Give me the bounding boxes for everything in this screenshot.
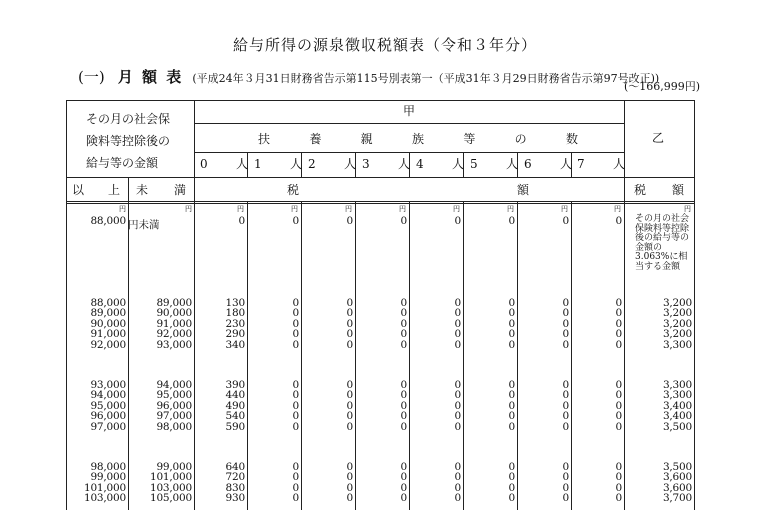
header-miman: 未 満	[136, 183, 186, 197]
cell-kou-1: 0	[292, 389, 299, 402]
cell-kou-6: 0	[562, 317, 569, 330]
cell-kou-4: 0	[454, 460, 461, 473]
cell-kou-2: 0	[346, 410, 353, 423]
cell-kou-2: 0	[346, 481, 353, 494]
cell-kou-5: 0	[508, 410, 515, 423]
cell-kou-3: 0	[400, 481, 407, 494]
cell-otsu: 3,500	[662, 420, 692, 433]
cell-kou-6: 0	[562, 307, 569, 320]
cell-kou-7: 0	[615, 338, 622, 351]
cell-kou-4: 0	[454, 410, 461, 423]
cell-kou-0: 340	[225, 338, 245, 351]
cell-kou-2: 0	[346, 307, 353, 320]
cell-kou-3: 0	[400, 378, 407, 391]
cell-kou-1: 0	[292, 481, 299, 494]
cell-kou-7: 0	[615, 481, 622, 494]
cell-kou-5: 0	[508, 399, 515, 412]
cell-kou-1: 0	[292, 338, 299, 351]
cell-kou-7: 0	[615, 317, 622, 330]
cell-kou-5: 0	[508, 389, 515, 402]
cell-kou-7: 0	[615, 410, 622, 423]
cell-kou-7: 0	[615, 399, 622, 412]
cell-to: 92,000	[156, 328, 192, 341]
cell-kou-7: 0	[615, 492, 622, 505]
cell-kou-4: 0	[454, 420, 461, 433]
cell-kou-5: 0	[508, 378, 515, 391]
cell-kou-6: 0	[562, 389, 569, 402]
header-gaku: 額	[517, 183, 530, 197]
cell-kou-2: 0	[346, 460, 353, 473]
cell-kou-4: 0	[454, 389, 461, 402]
cell-kou-3: 0	[400, 328, 407, 341]
cell-from: 101,000	[83, 481, 126, 494]
cell-kou-1: 0	[292, 378, 299, 391]
cell-kou-4: 0	[454, 328, 461, 341]
cell-kou-4: 0	[454, 338, 461, 351]
cell-to: 89,000	[156, 296, 192, 309]
person-col-1: 1 人	[254, 157, 302, 171]
cell-kou-4: 0	[454, 399, 461, 412]
cell-from: 99,000	[90, 471, 126, 484]
document-title: 給与所得の源泉徴収税額表（令和３年分）	[232, 36, 537, 54]
cell-to: 98,000	[156, 420, 192, 433]
cell-to: 99,000	[156, 460, 192, 473]
cell-kou-5: 0	[508, 420, 515, 433]
person-col-3: 3 人	[362, 157, 410, 171]
cell-to: 96,000	[156, 399, 192, 412]
cell-kou-2: 0	[346, 317, 353, 330]
section-number: (一)	[78, 68, 105, 86]
cell-kou-2: 0	[346, 389, 353, 402]
cell-kou-6: 0	[562, 378, 569, 391]
cell-kou-6: 0	[562, 410, 569, 423]
cell-kou-7: 0	[615, 460, 622, 473]
cell-to: 105,000	[149, 492, 192, 505]
cell-kou-1: 0	[292, 317, 299, 330]
cell-kou-5: 0	[508, 317, 515, 330]
cell-kou-3: 0	[400, 410, 407, 423]
cell-kou-7: 0	[615, 471, 622, 484]
cell-kou-6: 0	[562, 296, 569, 309]
cell-from: 95,000	[90, 399, 126, 412]
cell-kou-0: 130	[225, 296, 245, 309]
cell-to: 101,000	[149, 471, 192, 484]
cell-from: 103,000	[83, 492, 126, 505]
cell-to: 93,000	[156, 338, 192, 351]
cell-kou-6: 0	[562, 420, 569, 433]
cell-from: 88,000	[90, 296, 126, 309]
header-dependents-count: 扶 養 親 族 等 の 数	[258, 132, 578, 146]
cell-otsu: 3,200	[662, 328, 692, 341]
person-col-7: 7 人	[577, 157, 625, 171]
section-range: (～166,999円)	[624, 80, 701, 93]
cell-kou-3: 0	[400, 492, 407, 505]
cell-kou-1: 0	[292, 410, 299, 423]
cell-kou-7: 0	[615, 378, 622, 391]
header-otsu-tax: 税 額	[634, 183, 684, 197]
cell-kou-2: 0	[346, 378, 353, 391]
cell-kou-7: 0	[615, 389, 622, 402]
cell-kou-0: 180	[225, 307, 245, 320]
cell-to: 90,000	[156, 307, 192, 320]
cell-kou-1: 0	[292, 296, 299, 309]
cell-from: 91,000	[90, 328, 126, 341]
cell-from: 89,000	[90, 307, 126, 320]
cell-kou-3: 0	[400, 307, 407, 320]
cell-kou-3: 0	[400, 471, 407, 484]
otsu-note: その月の社会保険料等控除後の給与等の金額の3.063%に相当する金額	[635, 214, 690, 272]
header-otsu: 乙	[652, 131, 665, 145]
cell-kou-3: 0	[400, 317, 407, 330]
cell-kou-0: 390	[225, 378, 245, 391]
cell-kou-0: 230	[225, 317, 245, 330]
header-salary-label: その月の社会保 険料等控除後の 給与等の金額	[86, 112, 171, 170]
cell-otsu: 3,600	[662, 471, 692, 484]
cell-to: 95,000	[156, 389, 192, 402]
person-col-4: 4 人	[416, 157, 464, 171]
cell-kou-0: 590	[225, 420, 245, 433]
cell-kou-0: 490	[225, 399, 245, 412]
cell-kou-2: 0	[346, 296, 353, 309]
cell-kou-6: 0	[562, 492, 569, 505]
cell-kou-4: 0	[454, 317, 461, 330]
cell-kou-4: 0	[454, 471, 461, 484]
cell-kou-5: 0	[508, 460, 515, 473]
cell-kou-3: 0	[400, 389, 407, 402]
cell-kou-7: 0	[615, 307, 622, 320]
cell-otsu: 3,500	[662, 460, 692, 473]
person-col-0: 0 人	[200, 157, 248, 171]
cell-otsu: 3,200	[662, 317, 692, 330]
cell-kou-1: 0	[292, 399, 299, 412]
cell-kou-6: 0	[562, 460, 569, 473]
section-heading	[78, 66, 768, 93]
cell-kou-5: 0	[508, 307, 515, 320]
cell-from: 90,000	[90, 317, 126, 330]
cell-kou-6: 0	[562, 481, 569, 494]
cell-kou-0: 540	[225, 410, 245, 423]
cell-otsu: 3,300	[662, 338, 692, 351]
header-kou: 甲	[403, 104, 416, 118]
cell-kou-4: 0	[454, 296, 461, 309]
cell-kou-1: 0	[292, 492, 299, 505]
cell-kou-5: 0	[508, 338, 515, 351]
cell-kou-7: 0	[615, 328, 622, 341]
cell-kou-4: 0	[454, 307, 461, 320]
cell-otsu: 3,200	[662, 296, 692, 309]
cell-otsu: 3,400	[662, 399, 692, 412]
cell-kou-1: 0	[292, 460, 299, 473]
cell-to: 94,000	[156, 378, 192, 391]
header-zei: 税	[287, 183, 300, 197]
section-note: (平成24年３月31日財務省告示第115号別表第一（平成31年３月29日財務省告示第97号改正))	[192, 72, 660, 85]
cell-kou-3: 0	[400, 460, 407, 473]
cell-kou-6: 0	[562, 338, 569, 351]
cell-kou-5: 0	[508, 492, 515, 505]
cell-from: 93,000	[90, 378, 126, 391]
cell-kou-7: 0	[615, 420, 622, 433]
cell-kou-2: 0	[346, 399, 353, 412]
cell-kou-6: 0	[562, 328, 569, 341]
cell-kou-6: 0	[562, 471, 569, 484]
cell-kou-1: 0	[292, 328, 299, 341]
person-col-6: 6 人	[524, 157, 572, 171]
section-name: 月 額 表	[117, 68, 184, 86]
cell-otsu: 3,300	[662, 389, 692, 402]
cell-kou-2: 0	[346, 471, 353, 484]
cell-kou-4: 0	[454, 481, 461, 494]
cell-kou-2: 0	[346, 492, 353, 505]
cell-kou-3: 0	[400, 296, 407, 309]
cell-kou-5: 0	[508, 296, 515, 309]
cell-kou-0: 930	[225, 492, 245, 505]
cell-otsu: 3,300	[662, 378, 692, 391]
cell-kou-0: 290	[225, 328, 245, 341]
cell-to: 103,000	[149, 481, 192, 494]
cell-from: 96,000	[90, 410, 126, 423]
cell-from: 98,000	[90, 460, 126, 473]
cell-kou-1: 0	[292, 307, 299, 320]
cell-otsu: 3,600	[662, 481, 692, 494]
cell-from: 94,000	[90, 389, 126, 402]
cell-kou-3: 0	[400, 399, 407, 412]
cell-from: 92,000	[90, 338, 126, 351]
cell-from: 97,000	[90, 420, 126, 433]
cell-kou-3: 0	[400, 420, 407, 433]
cell-kou-0: 720	[225, 471, 245, 484]
cell-to: 97,000	[156, 410, 192, 423]
cell-kou-0: 440	[225, 389, 245, 402]
cell-kou-0: 640	[225, 460, 245, 473]
cell-kou-2: 0	[346, 328, 353, 341]
cell-kou-5: 0	[508, 481, 515, 494]
cell-kou-6: 0	[562, 399, 569, 412]
cell-to: 91,000	[156, 317, 192, 330]
header-ijou: 以 上	[72, 183, 120, 197]
person-col-2: 2 人	[308, 157, 356, 171]
cell-kou-1: 0	[292, 471, 299, 484]
cell-kou-7: 0	[615, 296, 622, 309]
cell-kou-0: 830	[225, 481, 245, 494]
cell-kou-5: 0	[508, 328, 515, 341]
cell-kou-3: 0	[400, 338, 407, 351]
cell-otsu: 3,200	[662, 307, 692, 320]
cell-kou-1: 0	[292, 420, 299, 433]
cell-kou-2: 0	[346, 338, 353, 351]
person-col-5: 5 人	[470, 157, 518, 171]
cell-otsu: 3,400	[662, 410, 692, 423]
cell-kou-2: 0	[346, 420, 353, 433]
cell-kou-4: 0	[454, 378, 461, 391]
cell-kou-4: 0	[454, 492, 461, 505]
cell-kou-5: 0	[508, 471, 515, 484]
cell-otsu: 3,700	[662, 492, 692, 505]
